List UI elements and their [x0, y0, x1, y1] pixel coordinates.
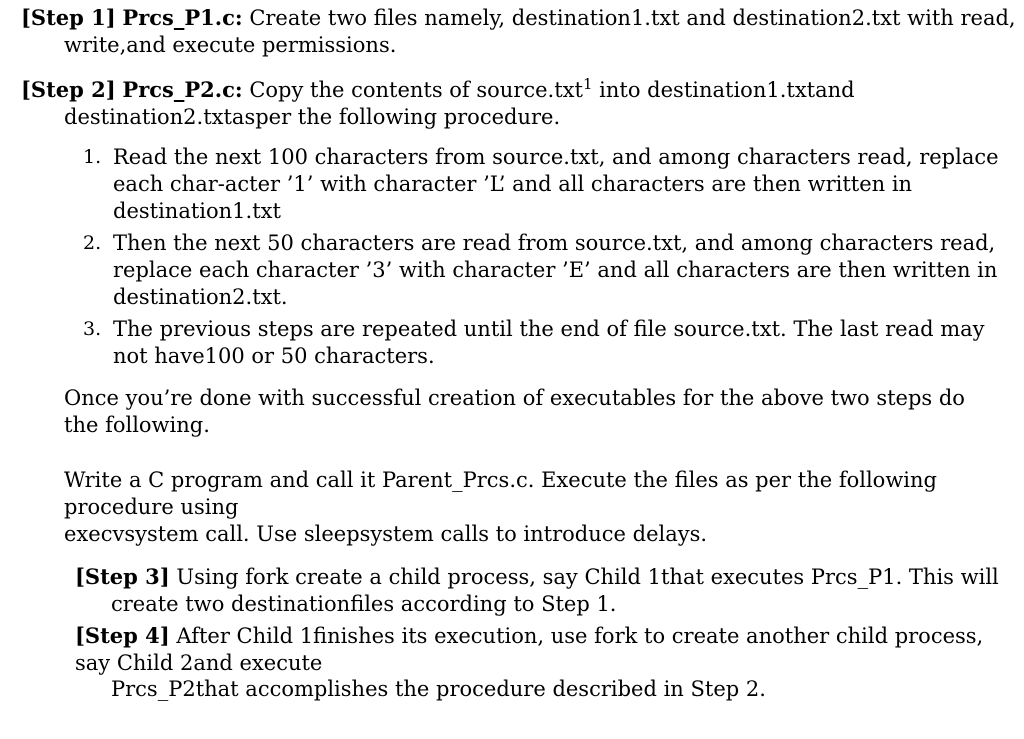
- step4-line2: Prcs_P2that accomplishes the procedure described in Step 2.: [111, 677, 766, 701]
- step3-text: Using fork create a child process, say Child 1that executes Prcs_P1. This will create two destinationfiles according to Step 1.: [111, 565, 999, 616]
- step3-tag: [Step 3]: [75, 564, 170, 589]
- step2-text-before: Copy the contents of source.txt: [249, 78, 583, 102]
- step2-text-after: into destination1.txtand destination2.txtasper the following procedure.: [64, 78, 855, 129]
- step4-text: After Child 1finishes its execution, use fork to create another child process, say Child 2and execute: [75, 624, 984, 675]
- procedure-item-1: [83, 144, 1024, 225]
- step1-filename: Prcs_P1.c:: [122, 5, 243, 30]
- step4-tag: [Step 4]: [75, 623, 170, 648]
- procedure-text-3: The previous steps are repeated until the end of file source.txt. The last read may not have100 or 50 characters.: [113, 317, 985, 368]
- procedure-item-3: [83, 316, 1024, 370]
- step4-paragraph: [75, 622, 1000, 677]
- procedure-number-1: 1.: [83, 146, 102, 168]
- step2-filename: Prcs_P2.c:: [122, 77, 243, 102]
- write-program-line1: Write a C program and call it Parent_Prcs.c. Execute the files as per the following procedure using: [64, 468, 937, 519]
- procedure-text-2: Then the next 50 characters are read from source.txt, and among characters read, replace each character ’3’ with character ’E’ and all characters are then written in destination2.txt.: [113, 231, 998, 309]
- write-program-line2: execvsystem call. Use sleepsystem calls to introduce delays.: [64, 522, 708, 546]
- procedure-item-2: [83, 230, 1024, 311]
- procedure-number-3: 3.: [83, 318, 102, 340]
- step1-tag: [Step 1]: [21, 5, 116, 30]
- step1-paragraph: [21, 4, 1024, 59]
- step2-paragraph: [21, 76, 1024, 131]
- once-done-paragraph: Once you’re done with successful creation of executables for the above two steps do the following.: [64, 386, 965, 437]
- step1-text: Create two files namely, destination1.txt and destination2.txt with read, write,and execute permissions.: [64, 6, 1016, 57]
- footnote-marker: 1: [582, 75, 593, 93]
- step3-paragraph: [75, 563, 1021, 618]
- step2-tag: [Step 2]: [21, 77, 116, 102]
- procedure-number-2: 2.: [83, 232, 102, 254]
- procedure-text-1: Read the next 100 characters from source.txt, and among characters read, replace each char-acter ’1’ with character ’L’ and all characters are then written in destination1.txt: [113, 145, 999, 223]
